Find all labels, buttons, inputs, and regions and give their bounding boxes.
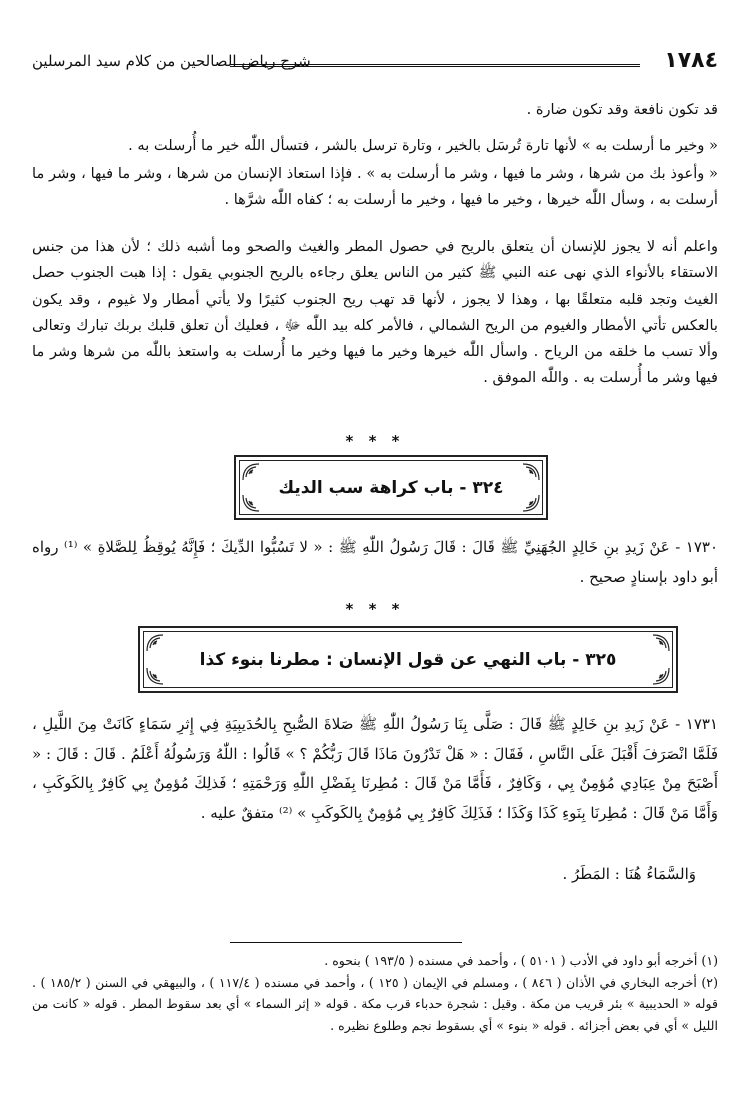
chapter-title: ٣٢٤ - باب كراهة سب الديك bbox=[278, 477, 504, 498]
paragraph: قد تكون نافعة وقد تكون ضارة . bbox=[526, 101, 718, 118]
separator: * * * bbox=[345, 432, 405, 450]
hadith-note: وَالسَّمَاءُ هُنَا : المَطَرُ . bbox=[562, 865, 696, 883]
chapter-title-box bbox=[234, 455, 548, 520]
paragraph: واعلم أنه لا يجوز للإنسان أن يتعلق بالريح في حصول المطر والغيث والصحو وما أشبه ذلك ؛ لأن هذا من جنس الاستقاء بالأنواء الذي نهى عنه النبي ﷺ كثير من الناس يعلق رجاءه بالريح الجنوبي يقول : إذا هبت الجنوب حصل الغيث وتجد قلبه متعلقًا بها ، وهذا لا يجوز ، لأنها قد تهب ريح الجنوب كثيرًا ولا يأتي أمطار ولا غيوم ، وقد يكون بالعكس تأتي الأمطار والغيوم من الريح الشمالي ، فالأمر كله بيد اللّٰه ﷻ ، فعليك أن تعلق قلبك بربك تبارك وتعالى وألا تسب ما خلقه من الرياح . واسأل اللّٰه خيرها وخير ما فيها وخير ما أُرسلت به واستعذ باللّٰه من شرها وشر ما فيها وشر ما أُرسلت به . واللّٰه الموفق . bbox=[32, 238, 718, 387]
hadith-text: ١٧٣١ - عَنْ زَيدِ بنِ خَالِدٍ ﷺ قَالَ : صَلَّى بِنَا رَسُولُ اللّٰهِ ﷺ صَلاةَ الصُّبحِ بِالحُدَيبِيَةِ فِي إِثرِ سَمَاءٍ كَانَتْ مِنَ اللَّيلِ ، فَلَمَّا انْصَرَفَ أَقْبَلَ عَلَى النَّاسِ ، فَقَالَ : « هَلْ تَدْرُونَ مَاذَا قَالَ رَبُّكُمْ ؟ » قَالُوا : اللّٰهُ وَرَسُولُهُ أَعْلَمُ . قَالَ : قَالَ : « أَصْبَحَ مِنْ عِبَادِي مُؤمِنٌ بِي ، وَكَافِرٌ ، فَأَمَّا مَنْ قَالَ : مُطِرنَا بِفَضْلِ اللّٰهِ وَرَحْمَتِهِ ؛ فَذلِكَ مُؤمِنٌ بِي كَافِرٌ بِالكَوكَبِ ، وَأَمَّا مَنْ قَالَ : مُطِرنَا بِنَوءِ كَذَا وَكَذَا ؛ فَذَلِكَ كَافِرٌ بِي مُؤمِنٌ بِالكَوكَبِ » ⁽²⁾ متفقٌ عليه . bbox=[32, 715, 718, 822]
book-page bbox=[32, 0, 718, 1093]
footnote: (١) أخرجه أبو داود في الأدب ( ٥١٠١ ) ، وأحمد في مسنده ( ١٩٣/٥ ) بنحوه . bbox=[324, 953, 718, 968]
paragraph: « وخير ما أرسلت به » لأنها تارة تُرسَل بالخير ، وتارة ترسل بالشر ، فتسأل اللّٰه خير ما أُرسلت به . bbox=[128, 137, 718, 154]
chapter-title: ٣٢٥ - باب النهي عن قول الإنسان : مطرنا بنوء كذا bbox=[199, 649, 617, 670]
running-title: شرح رياض الصالحين من كلام سيد المرسلين bbox=[32, 52, 311, 70]
footnote: (٢) أخرجه البخاري في الأذان ( ٨٤٦ ) ، ومسلم في الإيمان ( ١٢٥ ) ، وأحمد في مسنده ( ١١٧/٤ ) ، والبيهقي في السنن ( ١٨٥/٢ ) . قوله « الحديبية » بئر قريب من مكة . وقيل : شجرة حدباء قرب مكة . قوله « إثر السماء » أي بعد سقوط المطر . قوله « كانت من الليل » أي في بعض أجزائه . قوله « بنوء » أي بسقوط نجم وطلوع نظيره . bbox=[32, 975, 718, 1033]
footnote-rule bbox=[230, 942, 462, 943]
page-header bbox=[32, 42, 718, 82]
page-number: ١٧٨٤ bbox=[664, 48, 718, 73]
separator: * * * bbox=[345, 600, 405, 618]
hadith-text: ١٧٣٠ - عَنْ زَيدِ بنِ خَالِدٍ الجُهَنِيِّ ﷺ قَالَ : قَالَ رَسُولُ اللّٰهِ ﷺ : « لا تَسُبُّوا الدِّيكَ ؛ فَإِنَّهُ يُوقِظُ لِلصَّلاةِ » ⁽¹⁾ رواه أبو داود بإسنادٍ صحيح . bbox=[32, 538, 719, 586]
chapter-title-box bbox=[138, 626, 678, 693]
paragraph: « وأعوذ بك من شرها ، وشر ما فيها ، وشر ما أرسلت به » . فإذا استعاذ الإنسان من شرها ، وشر ما فيها ، وشر ما أرسلت به ، وسأل اللّٰه خيرها ، وخير ما فيها ، وخير ما أرسلت به ؛ كفاه اللّٰه شرَّها . bbox=[32, 165, 718, 209]
